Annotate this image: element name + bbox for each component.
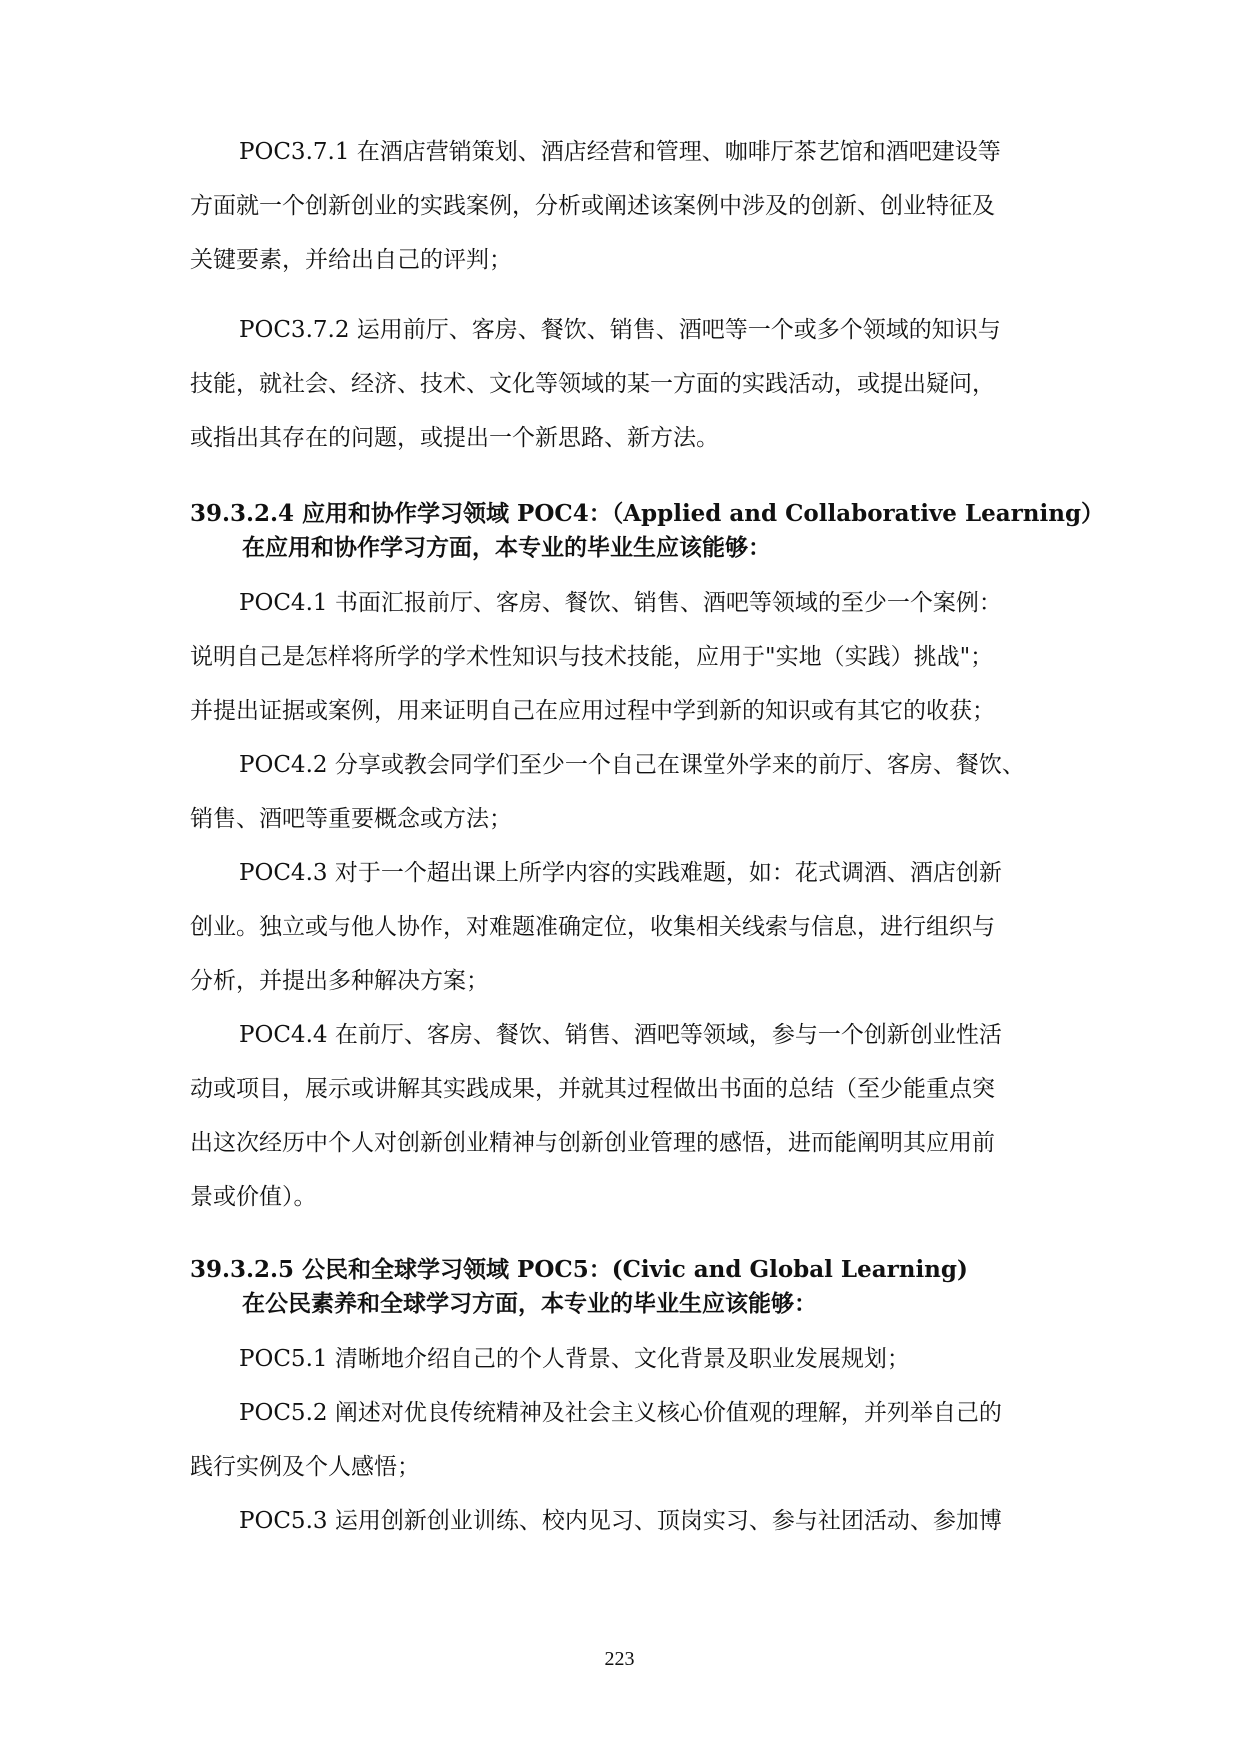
paragraph-poc3-7-1 bbox=[190, 125, 1050, 287]
text-line: 并提出证据或案例，用来证明自己在应用过程中学到新的知识或有其它的收获； bbox=[190, 698, 995, 724]
paragraph-poc5-3 bbox=[190, 1494, 1050, 1548]
text-line: 方面就一个创新创业的实践案例，分析或阐述该案例中涉及的创新、创业特征及 bbox=[190, 193, 995, 219]
text-line: POC3.7.1 在酒店营销策划、酒店经营和管理、咖啡厅茶艺馆和酒吧建设等 bbox=[239, 139, 1001, 165]
text-line: POC4.2 分享或教会同学们至少一个自己在课堂外学来的前厅、客房、餐饮、 bbox=[239, 752, 1025, 778]
text-line: POC3.7.2 运用前厅、客房、餐饮、销售、酒吧等一个或多个领域的知识与 bbox=[239, 317, 1001, 343]
section-title: 39.3.2.4 应用和协作学习领域 POC4：（Applied and Collaborative Learning） bbox=[190, 500, 1105, 527]
text-line: 景或价值）。 bbox=[190, 1184, 317, 1210]
text-line: 或指出其存在的问题，或提出一个新思路、新方法。 bbox=[190, 425, 719, 451]
section-subtitle: 在公民素养和全球学习方面，本专业的毕业生应该能够： bbox=[242, 1290, 817, 1317]
text-line: 创业。独立或与他人协作，对难题准确定位，收集相关线索与信息，进行组织与 bbox=[190, 914, 995, 940]
paragraph-poc4-3 bbox=[190, 846, 1050, 1008]
section-heading-39-3-2-4 bbox=[190, 497, 1105, 565]
paragraph-poc4-1 bbox=[190, 576, 1050, 738]
text-line: POC4.4 在前厅、客房、餐饮、销售、酒吧等领域，参与一个创新创业性活 bbox=[239, 1022, 1002, 1048]
text-line: POC5.1 清晰地介绍自己的个人背景、文化背景及职业发展规划； bbox=[239, 1346, 910, 1372]
paragraph-poc4-2 bbox=[190, 738, 1050, 846]
paragraph-poc3-7-2 bbox=[190, 303, 1050, 465]
text-line: POC5.2 阐述对优良传统精神及社会主义核心价值观的理解，并列举自己的 bbox=[239, 1400, 1002, 1426]
page-number: 223 bbox=[604, 1648, 635, 1670]
text-line: 分析，并提出多种解决方案； bbox=[190, 968, 489, 994]
text-line: 技能，就社会、经济、技术、文化等领域的某一方面的实践活动，或提出疑问， bbox=[190, 371, 995, 397]
section-title: 39.3.2.5 公民和全球学习领域 POC5：(Civic and Global Learning) bbox=[190, 1256, 968, 1283]
text-line: POC4.1 书面汇报前厅、客房、餐饮、销售、酒吧等领域的至少一个案例： bbox=[239, 590, 1002, 616]
paragraph-poc5-2 bbox=[190, 1386, 1050, 1494]
section-subtitle: 在应用和协作学习方面，本专业的毕业生应该能够： bbox=[242, 534, 771, 561]
text-line: 践行实例及个人感悟； bbox=[190, 1454, 420, 1480]
text-line: POC4.3 对于一个超出课上所学内容的实践难题，如：花式调酒、酒店创新 bbox=[239, 860, 1002, 886]
text-line: 出这次经历中个人对创新创业精神与创新创业管理的感悟，进而能阐明其应用前 bbox=[190, 1130, 995, 1156]
text-line: POC5.3 运用创新创业训练、校内见习、顶岗实习、参与社团活动、参加博 bbox=[239, 1508, 1002, 1534]
text-line: 关键要素，并给出自己的评判； bbox=[190, 247, 512, 273]
paragraph-poc5-1 bbox=[190, 1332, 1050, 1386]
text-line: 动或项目，展示或讲解其实践成果，并就其过程做出书面的总结（至少能重点突 bbox=[190, 1076, 995, 1102]
text-line: 说明自己是怎样将所学的学术性知识与技术技能，应用于"实地（实践）挑战"； bbox=[190, 644, 994, 670]
section-heading-39-3-2-5 bbox=[190, 1253, 1090, 1321]
text-line: 销售、酒吧等重要概念或方法； bbox=[190, 806, 512, 832]
paragraph-poc4-4 bbox=[190, 1008, 1050, 1224]
